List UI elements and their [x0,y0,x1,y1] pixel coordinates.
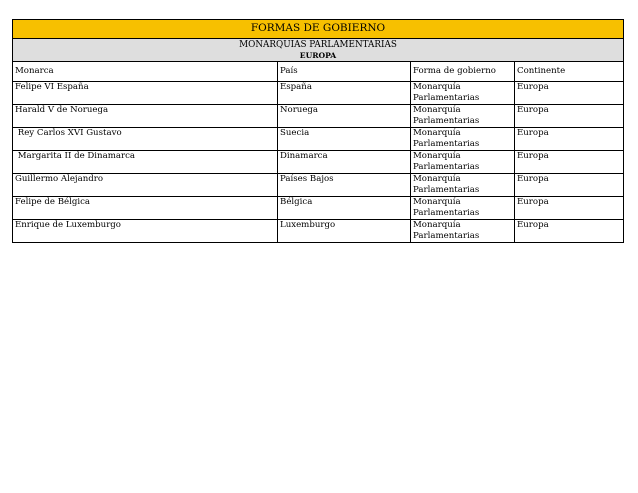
forma-line1: Monarquía [413,128,461,138]
forma-line2: Parlamentarias [413,231,480,241]
table-row [13,174,624,197]
cell-monarca: Enrique de Luxemburgo [13,220,278,243]
cell-monarca: Harald V de Noruega [13,105,278,128]
table-subheader [13,39,624,62]
cell-monarca: Felipe de Bélgica [13,197,278,220]
cell-forma [411,220,515,243]
cell-monarca: Margarita II de Dinamarca [13,151,278,174]
cell-pais: Suecia [278,128,411,151]
table-title: FORMAS DE GOBIERNO [13,20,624,39]
cell-continente: Europa [515,82,624,105]
region-label: EUROPA [299,51,337,60]
forma-line1: Monarquía [413,197,461,207]
cell-monarca: Felipe VI España [13,82,278,105]
cell-pais: Dinamarca [278,151,411,174]
cell-forma [411,197,515,220]
cell-pais: Luxemburgo [278,220,411,243]
column-header-continente: Continente [515,62,624,82]
column-header-forma: Forma de gobierno [411,62,515,82]
forma-line2: Parlamentarias [413,185,480,195]
table-row [13,220,624,243]
cell-forma [411,174,515,197]
forma-line1: Monarquía [413,220,461,230]
table-row [13,128,624,151]
forma-line1: Monarquía [413,105,461,115]
cell-continente: Europa [515,220,624,243]
cell-continente: Europa [515,197,624,220]
cell-pais: España [278,82,411,105]
cell-monarca: Guillermo Alejandro [13,174,278,197]
forma-line2: Parlamentarias [413,208,480,218]
forma-line2: Parlamentarias [413,93,480,103]
cell-monarca: Rey Carlos XVI Gustavo [13,128,278,151]
cell-forma [411,105,515,128]
table-row [13,82,624,105]
cell-continente: Europa [515,151,624,174]
forma-line2: Parlamentarias [413,162,480,172]
table-row [13,105,624,128]
cell-forma [411,128,515,151]
forma-line1: Monarquía [413,174,461,184]
monarchies-table [12,19,624,243]
forma-line2: Parlamentarias [413,139,480,149]
header-row [13,62,624,82]
column-header-monarca: Monarca [13,62,278,82]
forma-line1: Monarquía [413,151,461,161]
table-row [13,151,624,174]
cell-pais: Países Bajos [278,174,411,197]
cell-forma [411,151,515,174]
cell-continente: Europa [515,105,624,128]
table-row [13,197,624,220]
column-header-pais: País [278,62,411,82]
subtitle: MONARQUIAS PARLAMENTARIAS [239,40,397,50]
cell-forma [411,82,515,105]
forma-line2: Parlamentarias [413,116,480,126]
forma-line1: Monarquía [413,82,461,92]
cell-continente: Europa [515,128,624,151]
cell-continente: Europa [515,174,624,197]
cell-pais: Noruega [278,105,411,128]
cell-pais: Bélgica [278,197,411,220]
